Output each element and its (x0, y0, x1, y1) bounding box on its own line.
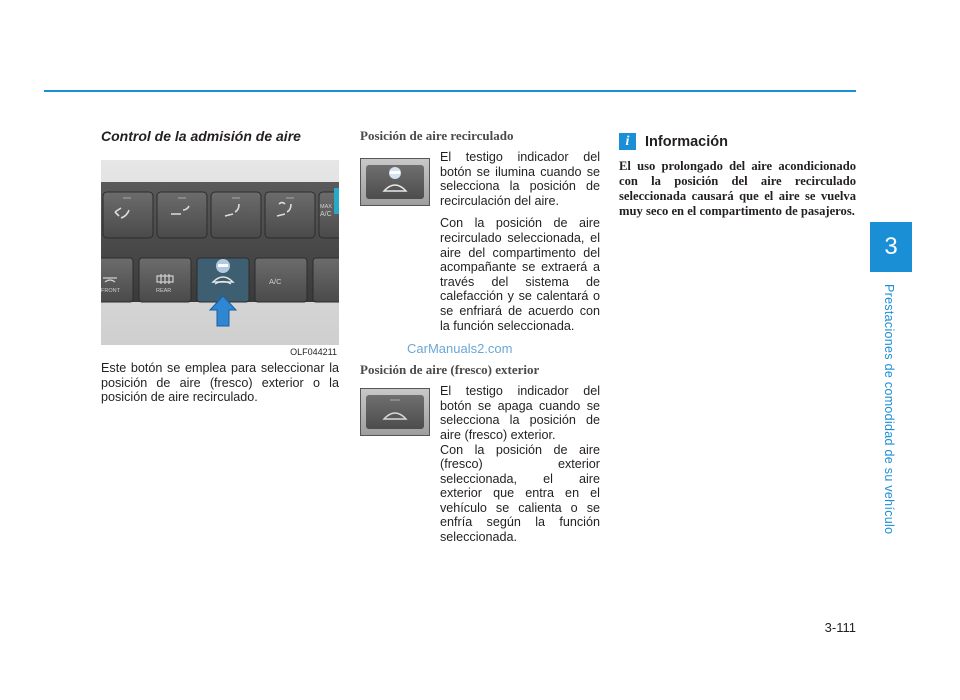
page-number: 3-111 (824, 620, 856, 635)
chapter-title: Prestaciones de comodidad de su vehículo (882, 283, 896, 535)
recirc-paragraph-1: El testigo indicador del botón se ilumina cuando se selecciona la posición de recirculación del aire. (440, 150, 600, 208)
watermark: CarManuals2.com (407, 341, 513, 357)
fresh-paragraph-2: Con la posición de aire (fresco) exterior seleccionada, el aire exterior que entra en el vehículo se calienta o se enfría según la función seleccionada. (440, 442, 600, 545)
max-ac-label-2: A/C (320, 211, 332, 218)
recirc-button-off-image (360, 388, 430, 436)
recirc-block (360, 150, 600, 333)
intro-paragraph: Este botón se emplea para seleccionar la posición de aire (fresco) exterior o la posición de aire recirculado. (101, 361, 339, 405)
recirc-paragraph-2: Con la posición de aire recirculado seleccionada, el aire del compartimento del acompañante se extraerá a través del sistema de calefacción y se calentará o se enfriará de acuerdo con la función seleccionada. (440, 216, 600, 333)
recirculation-icon (384, 185, 406, 191)
recirc-button-lit-image (360, 158, 430, 206)
chapter-tab (870, 222, 912, 272)
chapter-number: 3 (884, 233, 898, 260)
middle-column (360, 128, 600, 553)
section-title: Control de la admisión de aire (101, 128, 301, 144)
top-rule (44, 90, 856, 92)
fresh-block (360, 384, 600, 545)
info-box (619, 133, 856, 219)
rear-label: REAR (156, 288, 172, 294)
climate-panel-photo (101, 160, 339, 345)
recirc-title: Posición de aire recirculado (360, 128, 514, 143)
photo-code: OLF044211 (290, 347, 337, 357)
info-text: El uso prolongado del aire acondicionado con la posición del aire recirculado seleccionada causará que el aire se vuelva muy seco en el compartimento de pasajeros. (619, 159, 856, 218)
fresh-paragraph-1: El testigo indicador del botón se apaga cuando se selecciona la posición de aire (fresco) exterior. (440, 384, 600, 442)
info-icon: i (619, 133, 636, 150)
chapter-side-title (878, 285, 900, 533)
recirculation-icon (384, 413, 406, 419)
left-column (101, 128, 339, 405)
fresh-title: Posición de aire (fresco) exterior (360, 362, 540, 378)
max-ac-label-1: MAX (320, 204, 332, 210)
ac-label: A/C (269, 277, 282, 286)
front-label: FRONT (101, 288, 120, 294)
info-title: Información (645, 133, 728, 150)
